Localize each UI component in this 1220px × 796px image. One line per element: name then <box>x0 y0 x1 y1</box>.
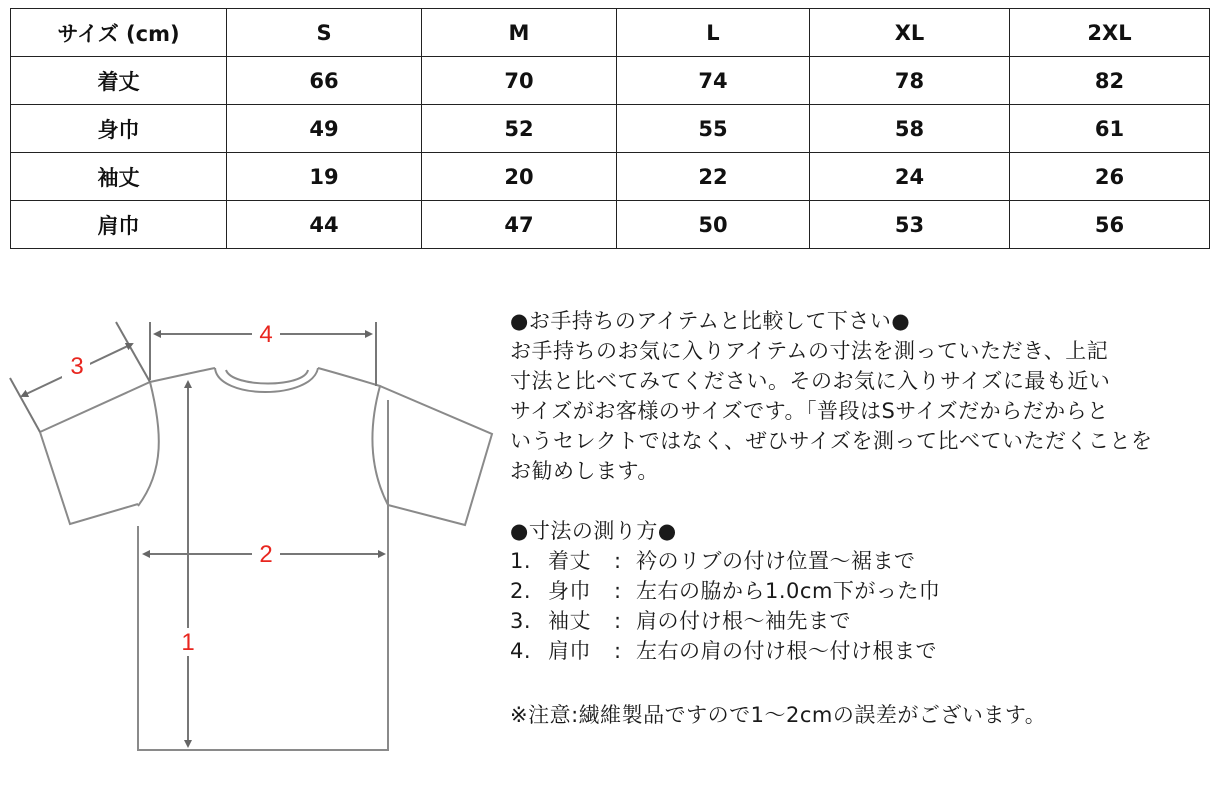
method-number: 2. <box>510 579 532 603</box>
table-row <box>11 105 1210 153</box>
table-cell: 52 <box>422 105 617 153</box>
method-description: 左右の肩の付け根〜付け根まで <box>636 639 937 663</box>
table-cell: 82 <box>1010 57 1210 105</box>
header-cell: サイズ (cm) <box>11 9 227 57</box>
row-label-cell: 袖丈 <box>11 153 227 201</box>
table-cell: 49 <box>227 105 422 153</box>
method-item <box>510 636 1210 666</box>
table-header-row <box>11 9 1210 57</box>
row-label-cell: 着丈 <box>11 57 227 105</box>
header-cell: L <box>617 9 810 57</box>
table-cell: 22 <box>617 153 810 201</box>
table-cell: 74 <box>617 57 810 105</box>
method-description: 肩の付け根〜袖先まで <box>636 609 851 633</box>
tshirt-diagram <box>0 300 500 770</box>
notes-paragraph-line: 寸法と比べてみてください。そのお気に入りサイズに最も近い <box>510 369 1111 393</box>
tshirt-outline-svg <box>0 300 500 770</box>
measure-label-1: 1 <box>181 629 195 656</box>
measure-label-2: 2 <box>259 541 273 568</box>
table-cell: 50 <box>617 201 810 249</box>
table-cell: 56 <box>1010 201 1210 249</box>
table-cell: 55 <box>617 105 810 153</box>
header-cell: M <box>422 9 617 57</box>
table-cell: 44 <box>227 201 422 249</box>
method-description: 衿のリブの付け位置〜裾まで <box>636 549 916 573</box>
notes-paragraph-line: お勧めします。 <box>510 459 659 483</box>
notes-heading-compare: ●お手持ちのアイテムと比較して下さい● <box>510 309 911 333</box>
method-name: 肩巾 <box>548 639 591 663</box>
row-label-cell: 身巾 <box>11 105 227 153</box>
notes-paragraph-line: お手持ちのお気に入りアイテムの寸法を測っていただき、上記 <box>510 339 1109 363</box>
method-name: 身巾 <box>548 579 591 603</box>
table-cell: 61 <box>1010 105 1210 153</box>
method-separator: : <box>614 579 622 603</box>
method-number: 1. <box>510 549 532 573</box>
method-separator: : <box>614 609 622 633</box>
method-item <box>510 606 1210 636</box>
table-row <box>11 201 1210 249</box>
header-cell: S <box>227 9 422 57</box>
table-cell: 20 <box>422 153 617 201</box>
table-cell: 24 <box>810 153 1010 201</box>
method-number: 3. <box>510 609 532 633</box>
table-row <box>11 57 1210 105</box>
table-cell: 19 <box>227 153 422 201</box>
measure-label-3: 3 <box>70 353 84 380</box>
notes-paragraph-line: サイズがお客様のサイズです。「普段はSサイズだからだからと <box>510 399 1109 423</box>
table-cell: 53 <box>810 201 1010 249</box>
measure-label-4: 4 <box>259 321 273 348</box>
header-cell: XL <box>810 9 1010 57</box>
notes-paragraph-line: いうセレクトではなく、ぜひサイズを測って比べていただくことを <box>510 429 1153 453</box>
notes-heading-method: ●寸法の測り方● <box>510 519 677 543</box>
table-row <box>11 153 1210 201</box>
table-cell: 66 <box>227 57 422 105</box>
table-cell: 78 <box>810 57 1010 105</box>
table-cell: 47 <box>422 201 617 249</box>
header-cell: 2XL <box>1010 9 1210 57</box>
size-table <box>10 8 1210 249</box>
table-cell: 70 <box>422 57 617 105</box>
measurement-notes <box>510 306 1210 730</box>
tshirt-body <box>138 400 388 750</box>
method-name: 袖丈 <box>548 609 591 633</box>
method-separator: : <box>614 549 622 573</box>
method-description: 左右の脇から1.0cm下がった巾 <box>636 579 941 603</box>
row-label-cell: 肩巾 <box>11 201 227 249</box>
method-number: 4. <box>510 639 532 663</box>
table-cell: 58 <box>810 105 1010 153</box>
notes-caution: ※注意:繊維製品ですので1〜2cmの誤差がございます。 <box>510 703 1047 727</box>
method-separator: : <box>614 639 622 663</box>
tshirt-collar <box>215 368 318 392</box>
method-name: 着丈 <box>548 549 591 573</box>
tshirt-right-sleeve <box>318 368 492 525</box>
method-item <box>510 576 1210 606</box>
table-cell: 26 <box>1010 153 1210 201</box>
method-item <box>510 546 1210 576</box>
